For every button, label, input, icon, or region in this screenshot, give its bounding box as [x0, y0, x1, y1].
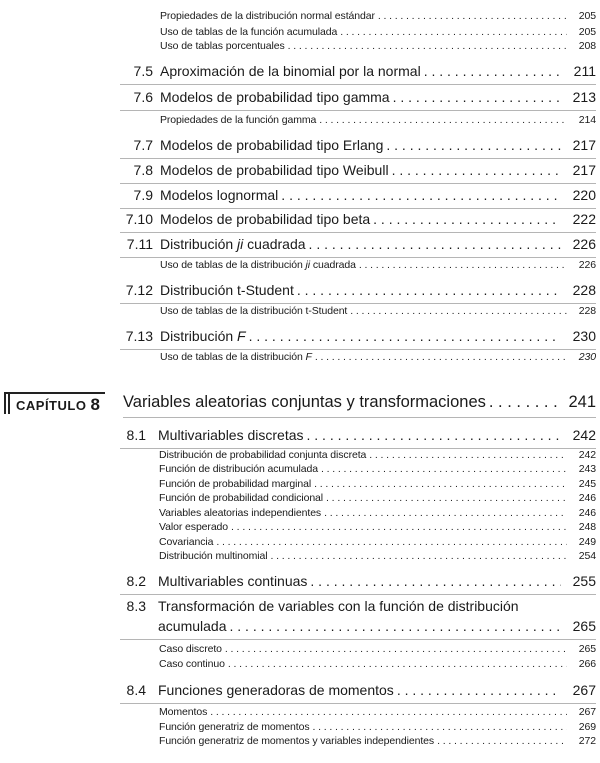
leader-dots	[392, 162, 561, 178]
entry-title: Distribución de probabilidad conjunta discreta	[159, 449, 367, 461]
section-divider	[120, 257, 596, 258]
entry-title: Valor esperado	[159, 521, 229, 533]
entry-title: Propiedades de la distribución normal estándar	[160, 10, 375, 22]
entry-title: Uso de tablas de la distribución t-Student	[160, 305, 348, 317]
entry-page: 213	[572, 89, 596, 105]
toc-section	[158, 682, 596, 698]
leader-dots	[424, 63, 561, 79]
leader-dots	[230, 618, 562, 634]
toc-subentry	[160, 114, 596, 126]
toc-subentry	[160, 10, 596, 22]
section-divider	[120, 232, 596, 233]
toc-section	[158, 573, 596, 589]
toc-subentry	[160, 351, 596, 363]
entry-page: 242	[578, 449, 596, 461]
entry-title: Caso continuo	[159, 658, 225, 670]
entry-page: 220	[572, 187, 596, 203]
entry-page: 246	[578, 507, 596, 519]
entry-page: 230	[572, 328, 596, 344]
entry-title-continued: acumulada	[158, 618, 227, 634]
entry-page: 246	[578, 492, 596, 504]
section-number: 7.6	[133, 89, 153, 105]
entry-title: Uso de tablas porcentuales	[160, 40, 285, 52]
entry-title: Distribución multinomial	[159, 550, 268, 562]
chapter-label: CAPÍTULO	[16, 398, 87, 413]
entry-title-part: cuadrada	[310, 259, 356, 271]
leader-dots	[270, 550, 567, 562]
entry-title: Funciones generadoras de momentos	[158, 682, 394, 698]
entry-page: 243	[578, 463, 596, 475]
leader-dots	[340, 26, 567, 38]
entry-title: Modelos de probabilidad tipo gamma	[160, 89, 390, 105]
toc-subentry	[159, 735, 596, 747]
entry-title: Modelos de probabilidad tipo Erlang	[160, 137, 384, 153]
leader-dots	[393, 89, 561, 105]
entry-title-part: cuadrada	[243, 236, 306, 252]
entry-title-part: Distribución	[160, 236, 238, 252]
entry-title-emphasis: F	[237, 328, 246, 344]
toc-subentry	[159, 521, 596, 533]
entry-title: Función de distribución acumulada	[159, 463, 318, 475]
entry-page: 254	[578, 550, 596, 562]
entry-page: 208	[578, 40, 596, 52]
section-divider	[120, 110, 596, 111]
section-divider	[120, 303, 596, 304]
leader-dots	[288, 40, 567, 52]
toc-section	[160, 282, 596, 298]
leader-dots	[309, 236, 561, 252]
toc-section-line1	[158, 598, 519, 614]
toc-subentry	[159, 463, 596, 475]
entry-title-emphasis: ji	[237, 236, 244, 252]
toc-section	[160, 89, 596, 105]
section-number: 7.8	[133, 162, 153, 178]
toc-section	[160, 187, 596, 203]
entry-title: Modelos de probabilidad tipo Weibull	[160, 162, 389, 178]
toc-subentry	[159, 536, 596, 548]
entry-title	[160, 259, 356, 271]
entry-title-part: Uso de tablas de la distribución	[160, 259, 306, 271]
section-number: 7.13	[125, 328, 153, 344]
entry-page: 205	[578, 26, 596, 38]
leader-dots	[378, 10, 567, 22]
leader-dots	[324, 507, 567, 519]
section-number: 8.3	[126, 598, 146, 614]
entry-page: 265	[578, 643, 596, 655]
leader-dots	[489, 393, 561, 412]
entry-title: Multivariables continuas	[158, 573, 308, 589]
toc-section	[160, 137, 596, 153]
leader-dots	[397, 682, 561, 698]
entry-page: 228	[578, 305, 596, 317]
entry-title: Función generatriz de momentos y variables independientes	[159, 735, 435, 747]
toc-section	[160, 328, 596, 344]
toc-subentry	[160, 305, 596, 317]
toc-subentry	[159, 507, 596, 519]
entry-page: 214	[578, 114, 596, 126]
section-number: 8.1	[126, 427, 146, 443]
section-divider	[120, 703, 596, 704]
entry-title: Propiedades de la función gamma	[160, 114, 317, 126]
leader-dots	[373, 211, 561, 227]
entry-title	[160, 328, 246, 344]
entry-page: 267	[578, 706, 596, 718]
toc-subentry	[159, 478, 596, 490]
entry-page: 245	[578, 478, 596, 490]
toc-section	[160, 236, 596, 252]
entry-page: 217	[572, 137, 596, 153]
entry-title: Aproximación de la binomial por la normal	[160, 63, 421, 79]
section-number: 7.12	[125, 282, 153, 298]
entry-page: 267	[572, 682, 596, 698]
entry-title: Variables aleatorias independientes	[159, 507, 322, 519]
toc-section	[160, 63, 596, 79]
section-divider	[120, 594, 596, 595]
leader-dots	[315, 351, 567, 363]
toc-subentry	[159, 492, 596, 504]
entry-title: Multivariables discretas	[158, 427, 304, 443]
entry-page: 211	[573, 63, 596, 79]
toc-subentry	[160, 259, 596, 271]
entry-page: 255	[572, 573, 596, 589]
chapter-divider	[123, 417, 596, 418]
section-number: 8.2	[126, 573, 146, 589]
leader-dots	[297, 282, 561, 298]
entry-page: 266	[578, 658, 596, 670]
toc-section	[158, 427, 596, 443]
entry-page: 265	[572, 618, 596, 634]
entry-title: Covariancia	[159, 536, 214, 548]
leader-dots	[314, 478, 567, 490]
entry-title	[160, 236, 306, 252]
entry-title: Modelos lognormal	[160, 187, 279, 203]
entry-title: Función de probabilidad condicional	[159, 492, 324, 504]
chapter-label-box	[0, 392, 105, 414]
entry-title: Uso de tablas de la función acumulada	[160, 26, 338, 38]
toc-section	[160, 162, 596, 178]
section-divider	[120, 208, 596, 209]
entry-title: Transformación de variables con la función de distribución	[158, 598, 519, 614]
chapter-number: 8	[90, 395, 101, 414]
leader-dots	[216, 536, 567, 548]
entry-page: 226	[578, 259, 596, 271]
leader-dots	[231, 521, 567, 533]
toc-subentry	[160, 26, 596, 38]
chapter-title: Variables aleatorias conjuntas y transformaciones	[123, 393, 486, 411]
entry-title: Función de probabilidad marginal	[159, 478, 312, 490]
leader-dots	[225, 643, 567, 655]
entry-page: 226	[572, 236, 596, 252]
entry-page: 248	[578, 521, 596, 533]
entry-page: 230	[578, 351, 596, 363]
entry-page: 228	[572, 282, 596, 298]
chapter-page: 241	[568, 393, 596, 411]
entry-title: Modelos de probabilidad tipo beta	[160, 211, 371, 227]
leader-dots	[350, 305, 567, 317]
chapter-heading	[123, 393, 596, 412]
entry-title: Momentos	[159, 706, 208, 718]
toc-subentry	[159, 550, 596, 562]
toc-section	[158, 618, 596, 634]
section-divider	[120, 349, 596, 350]
entry-page: 222	[572, 211, 596, 227]
section-number: 7.7	[133, 137, 153, 153]
entry-page: 217	[572, 162, 596, 178]
entry-page: 269	[578, 721, 596, 733]
leader-dots	[319, 114, 567, 126]
leader-dots	[281, 187, 561, 203]
entry-title-part: Uso de tablas de la distribución	[160, 351, 306, 363]
leader-dots	[386, 137, 561, 153]
entry-page: 249	[578, 536, 596, 548]
entry-title: Distribución t-Student	[160, 282, 294, 298]
section-divider	[120, 158, 596, 159]
leader-dots	[369, 449, 567, 461]
toc-subentry	[159, 721, 596, 733]
section-divider	[120, 639, 596, 640]
leader-dots	[359, 259, 567, 271]
toc-subentry	[159, 706, 596, 718]
entry-title	[160, 351, 312, 363]
leader-dots	[326, 492, 567, 504]
entry-title-emphasis: ji	[305, 259, 311, 271]
section-number: 7.9	[133, 187, 153, 203]
entry-title: Caso discreto	[159, 643, 222, 655]
leader-dots	[228, 658, 567, 670]
section-number: 7.10	[125, 211, 153, 227]
toc-subentry	[159, 658, 596, 670]
entry-title-part: Distribución	[160, 328, 238, 344]
leader-dots	[307, 427, 562, 443]
entry-title: Función generatriz de momentos	[159, 721, 310, 733]
leader-dots	[210, 706, 567, 718]
toc-subentry	[159, 643, 596, 655]
leader-dots	[249, 328, 561, 344]
leader-dots	[437, 735, 567, 747]
entry-page: 242	[572, 427, 596, 443]
entry-page: 205	[578, 10, 596, 22]
toc-subentry	[160, 40, 596, 52]
leader-dots	[310, 573, 561, 589]
toc-subentry	[159, 449, 596, 461]
section-number: 8.4	[126, 682, 146, 698]
section-divider	[120, 84, 596, 85]
section-divider	[120, 183, 596, 184]
section-number: 7.5	[133, 63, 153, 79]
leader-dots	[321, 463, 567, 475]
leader-dots	[313, 721, 568, 733]
toc-section	[160, 211, 596, 227]
entry-title-emphasis: F	[305, 351, 312, 363]
section-number: 7.11	[126, 236, 153, 252]
entry-page: 272	[578, 735, 596, 747]
